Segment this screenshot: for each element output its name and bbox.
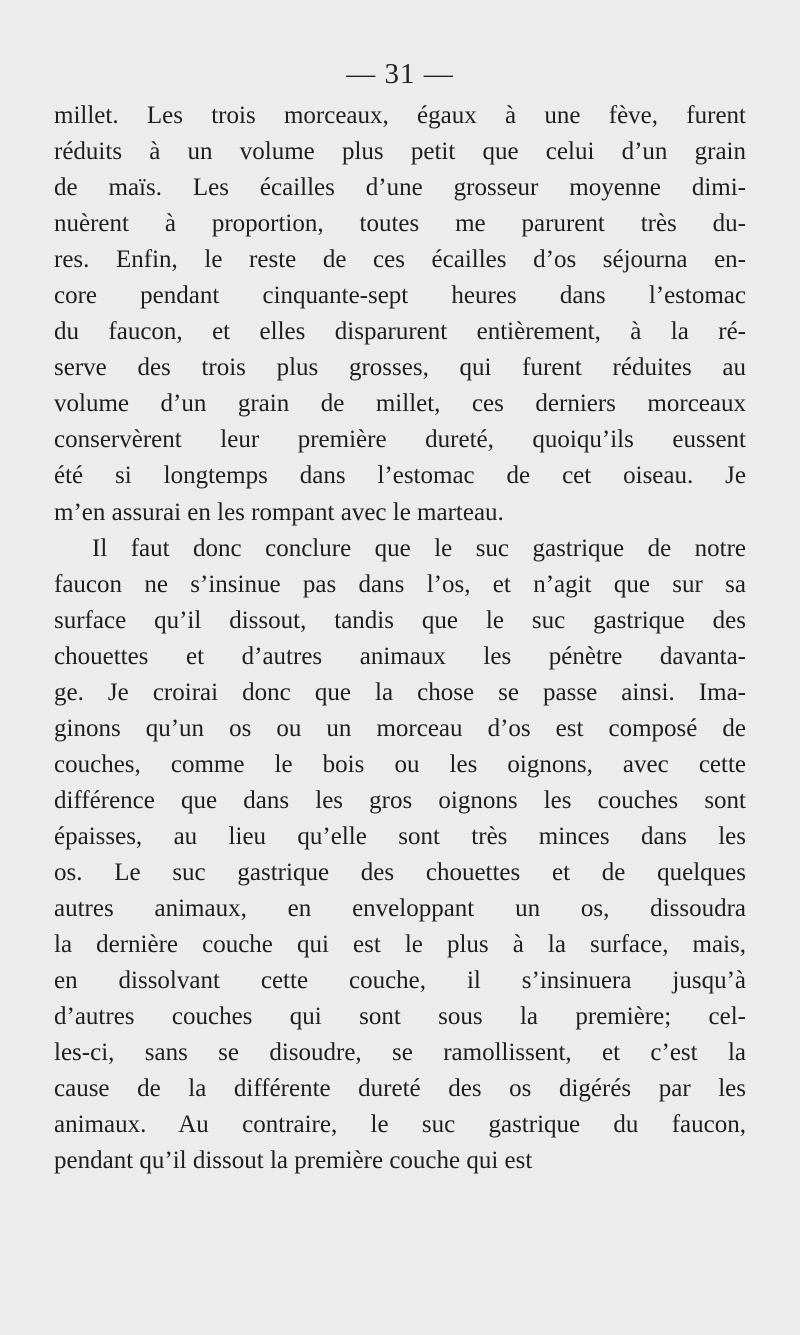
text-line: res. Enfin, le reste de ces écailles d’os séjourna en- — [54, 246, 746, 274]
text-line: animaux. Au contraire, le suc gastrique du faucon, — [54, 1111, 746, 1139]
text-line: réduits à un volume plus petit que celui d’un grain — [54, 138, 746, 166]
text-line: os. Le suc gastrique des chouettes et de quelques — [54, 858, 746, 886]
text-line: chouettes et d’autres animaux les pénètre davanta- — [54, 642, 746, 670]
text-line: millet. Les trois morceaux, égaux à une fève, furent — [54, 102, 746, 129]
text-line: faucon ne s’insinue pas dans l’os, et n’agit que sur sa — [54, 570, 746, 598]
text-line: conservèrent leur première dureté, quoiqu’ils eussent — [54, 426, 746, 454]
text-line: couches, comme le bois ou les oignons, avec cette — [54, 750, 746, 778]
text-line: core pendant cinquante-sept heures dans l’estomac — [54, 282, 746, 310]
text-line: autres animaux, en enveloppant un os, dissoudra — [54, 895, 746, 923]
text-line: les-ci, sans se disoudre, se ramollissent, et c’est la — [54, 1039, 746, 1067]
text-line: nuèrent à proportion, toutes me parurent très du- — [54, 210, 746, 238]
text-line: de maïs. Les écailles d’une grosseur moyenne dimi- — [54, 174, 746, 202]
page-number-header: — 31 — — [346, 58, 454, 90]
text-line: surface qu’il dissout, tandis que le suc gastrique des — [54, 606, 746, 634]
text-line: d’autres couches qui sont sous la première; cel- — [54, 1003, 746, 1031]
text-line: volume d’un grain de millet, ces derniers morceaux — [54, 390, 746, 418]
text-line: cause de la différente dureté des os digérés par les — [54, 1075, 746, 1103]
text-line: Il faut donc conclure que le suc gastrique de notre — [92, 534, 746, 562]
text-line: ge. Je croirai donc que la chose se passe ainsi. Ima- — [54, 678, 746, 706]
text-line: été si longtemps dans l’estomac de cet oiseau. Je — [54, 462, 746, 490]
text-line: en dissolvant cette couche, il s’insinuera jusqu’à — [54, 967, 746, 995]
text-line: différence que dans les gros oignons les couches sont — [54, 786, 746, 814]
text-line: du faucon, et elles disparurent entièrement, à la ré- — [54, 318, 746, 346]
text-line: épaisses, au lieu qu’elle sont très minces dans les — [54, 822, 746, 850]
body-text — [54, 98, 746, 1179]
text-line: pendant qu’il dissout la première couche qui est — [54, 1147, 533, 1175]
text-line: ginons qu’un os ou un morceau d’os est composé de — [54, 714, 746, 742]
text-line: serve des trois plus grosses, qui furent réduites au — [54, 354, 746, 382]
text-line: m’en assurai en les rompant avec le marteau. — [54, 498, 504, 526]
text-line: la dernière couche qui est le plus à la surface, mais, — [54, 931, 746, 959]
